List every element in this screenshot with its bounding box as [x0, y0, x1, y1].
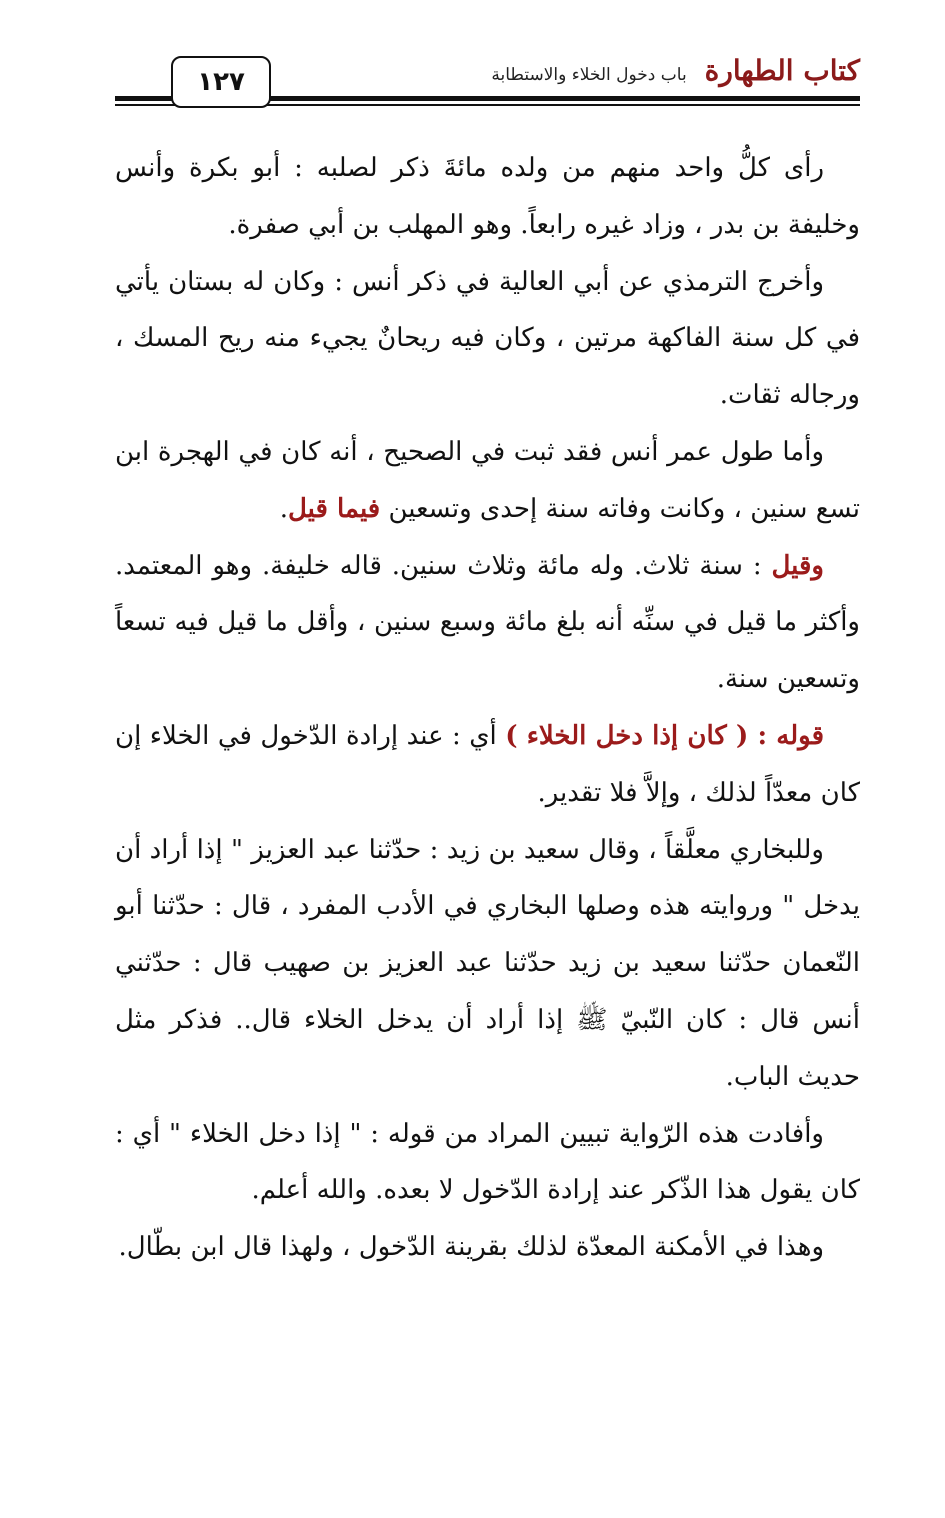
- paragraph: [115, 140, 860, 254]
- running-head: [491, 54, 860, 94]
- page-number: ١٢٧: [171, 56, 271, 108]
- paragraph-text: رأى كلُّ واحد منهم من ولده مائةَ ذكر لصلبه : أبو بكرة وأنس وخليفة بن بدر ، وزاد غيره رابعاً. وهو المهلب بن أبي صفرة.: [115, 153, 860, 240]
- paragraph-text: وأفادت هذه الرّواية تبيين المراد من قوله : " إذا دخل الخلاء " أي : كان يقول هذا الذّكر عند إرادة الدّخول لا بعده. والله أعلم.: [115, 1118, 860, 1206]
- chapter-title: باب دخول الخلاء والاستطابة: [491, 65, 687, 85]
- paragraph-text: وأما طول عمر أنس فقد ثبت في الصحيح ، أنه كان في الهجرة ابن تسع سنين ، وكانت وفاته سنة إحدى وتسعين: [115, 436, 860, 524]
- book-title: كتاب الطهارة: [704, 54, 860, 87]
- paragraph-text: .: [279, 493, 288, 524]
- page-header: [115, 54, 860, 114]
- paragraph-text: وأخرج الترمذي عن أبي العالية في ذكر أنس : وكان له بستان يأتي في كل سنة الفاكهة مرتين ، وكان فيه ريحانٌ يجيء منه ريح المسك ، ورجاله ثقات.: [115, 266, 860, 411]
- paragraph-text: أي : عند إرادة الدّخول في الخلاء إن كان معدّاً لذلك ، وإلاَّ فلا تقدير.: [115, 720, 860, 808]
- paragraph-text: : سنة ثلاث. وله مائة وثلاث سنين. قاله خليفة. وهو المعتمد. وأكثر ما قيل في سنِّه أنه بلغ مائة وسبع سنين ، وأقل ما قيل فيه تسعاً وتسعين سنة.: [115, 550, 860, 695]
- highlighted-phrase: فيما قيل: [287, 493, 381, 524]
- highlighted-phrase: وقيل: [771, 550, 824, 581]
- paragraph: [115, 254, 860, 424]
- paragraph: [115, 538, 860, 708]
- paragraph: [115, 1106, 860, 1220]
- paragraph: [115, 708, 860, 822]
- paragraph-text: وللبخاري معلَّقاً ، وقال سعيد بن زيد : حدّثنا عبد العزيز " إذا أراد أن يدخل " وروايته هذه وصلها البخاري في الأدب المفرد ، قال : حدّثنا أبو النّعمان حدّثنا سعيد بن زيد حدّثنا عبد العزيز بن صهيب قال : حدّثني أنس قال : كان النّبيّ ﷺ إذا أراد أن يدخل الخلاء قال.. فذكر مثل حديث الباب.: [115, 834, 860, 1092]
- paragraph: [115, 822, 860, 1106]
- highlighted-phrase: قوله : ( كان إذا دخل الخلاء ): [505, 720, 824, 751]
- paragraph: [115, 424, 860, 538]
- paragraph: [115, 1219, 860, 1276]
- paragraph-text: وهذا في الأمكنة المعدّة لذلك بقرينة الدّخول ، ولهذا قال ابن بطّال.: [118, 1232, 824, 1263]
- body-text: [115, 140, 860, 1276]
